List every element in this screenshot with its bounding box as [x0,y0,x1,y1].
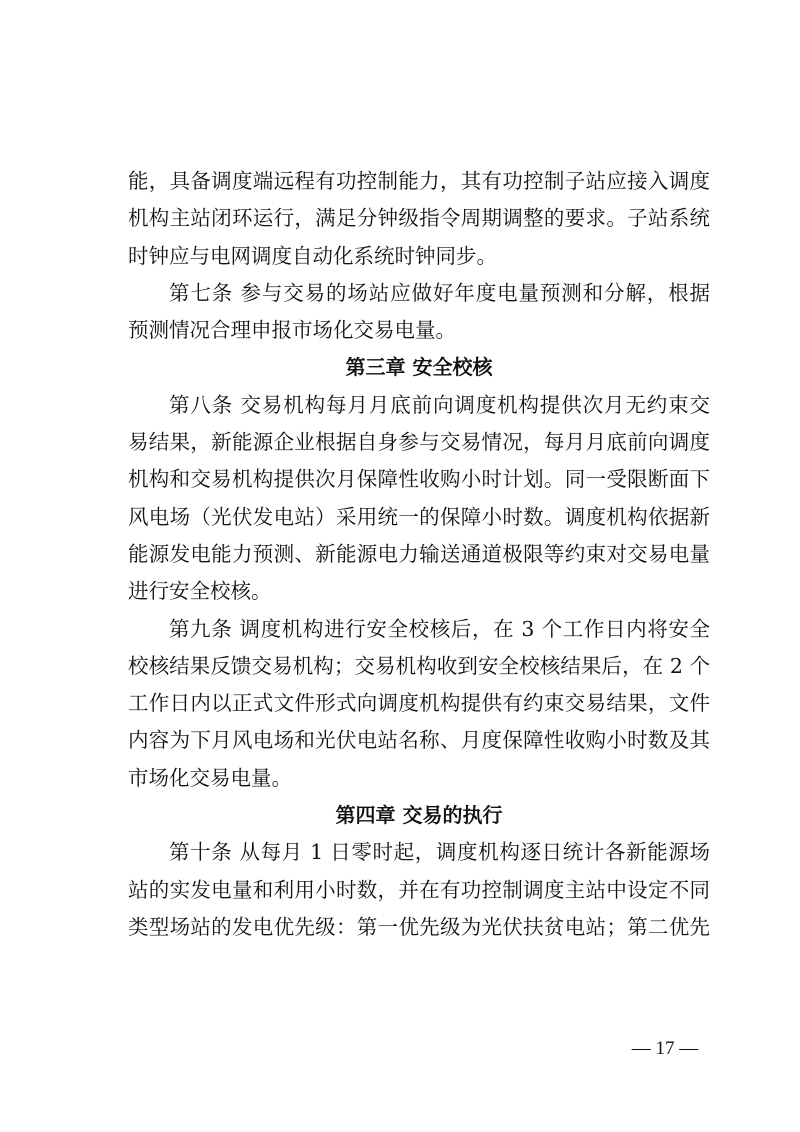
article-line: 第七条 参与交易的场站应做好年度电量预测和分解，根据 [169,280,710,305]
text-line: 时钟应与电网调度自动化系统时钟同步。 [128,243,497,268]
article-line: 第八条 交易机构每月月底前向调度机构提供次月无约束交 [169,392,710,417]
chapter-heading: 第三章 安全校核 [345,355,493,380]
page-number: — 17 — [631,1038,699,1059]
text-line: 能源发电能力预测、新能源电力输送通道极限等约束对交易电量 [128,541,710,566]
text-line: 类型场站的发电优先级：第一优先级为光伏扶贫电站；第二优先 [128,914,710,939]
article-line: 第十条 从每月 1 日零时起，调度机构逐日统计各新能源场 [169,840,710,865]
text-line: 易结果，新能源企业根据自身参与交易情况，每月月底前向调度 [128,430,710,455]
text-line: 市场化交易电量。 [128,765,292,790]
text-line: 机构和交易机构提供次月保障性收购小时计划。同一受限断面下 [128,467,710,492]
text-line: 工作日内以正式文件形式向调度机构提供有约束交易结果，文件 [128,691,710,716]
text-line: 校核结果反馈交易机构；交易机构收到安全校核结果后，在 2 个 [128,653,710,678]
chapter-heading: 第四章 交易的执行 [335,803,503,828]
body-text [128,163,710,946]
text-line: 站的实发电量和利用小时数，并在有功控制调度主站中设定不同 [128,877,710,902]
text-line: 预测情况合理申报市场化交易电量。 [128,318,456,343]
text-line: 机构主站闭环运行，满足分钟级指令周期调整的要求。子站系统 [128,206,710,231]
text-line: 内容为下月风电场和光伏电站名称、月度保障性收购小时数及其 [128,728,710,753]
article-line: 第九条 调度机构进行安全校核后，在 3 个工作日内将安全 [169,616,710,641]
text-line: 进行安全校核。 [128,579,272,604]
text-line: 风电场（光伏发电站）采用统一的保障小时数。调度机构依据新 [128,504,710,529]
text-line: 能，具备调度端远程有功控制能力，其有功控制子站应接入调度 [128,169,710,193]
